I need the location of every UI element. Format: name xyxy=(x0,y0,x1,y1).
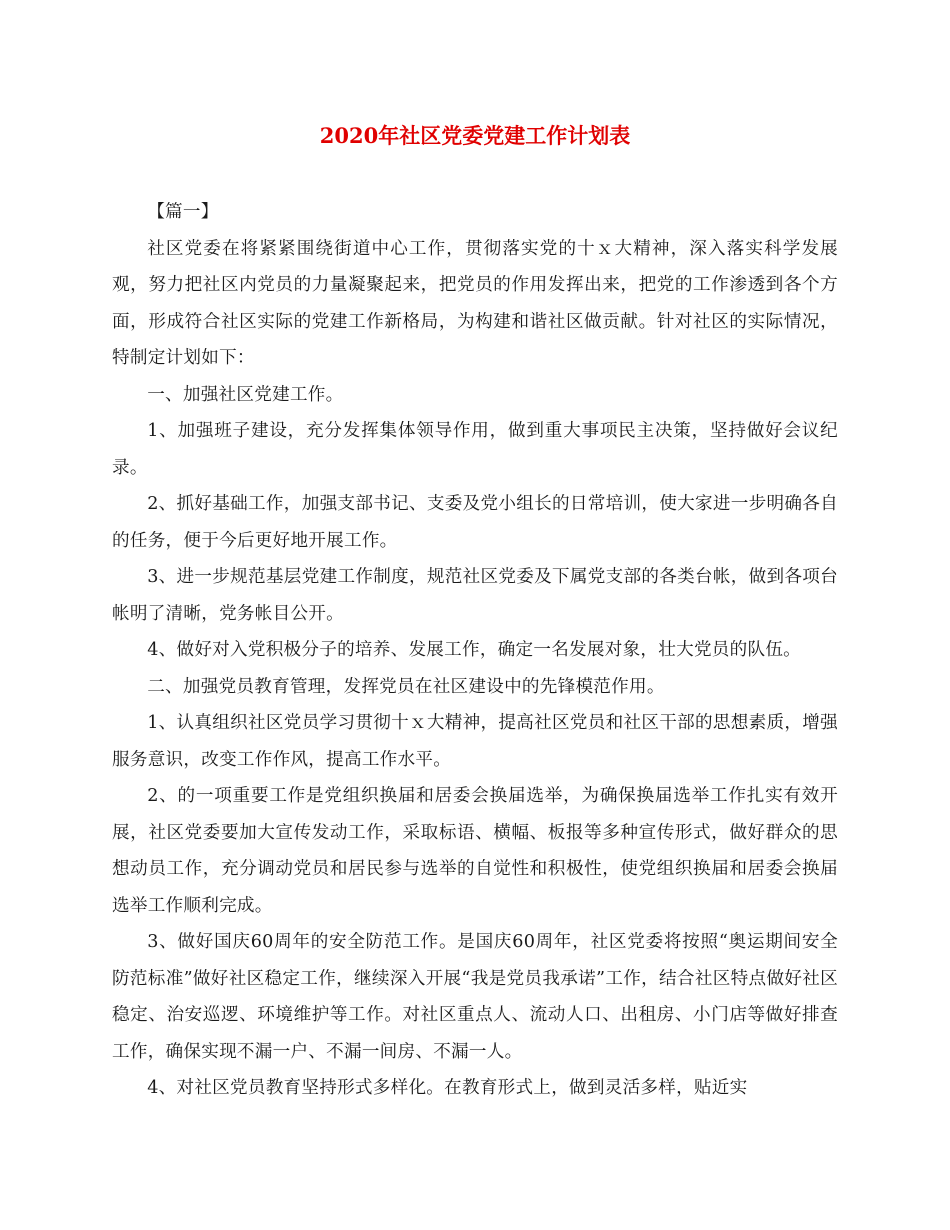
document-title: 2020年社区党委党建工作计划表 xyxy=(319,123,631,148)
document-body xyxy=(112,194,838,1107)
paragraph: 1、加强班子建设，充分发挥集体领导作用，做到重大事项民主决策，坚持做好会议纪录。 xyxy=(112,421,838,478)
paragraph-heading: 【篇一】 xyxy=(147,202,219,222)
paragraph: 3、进一步规范基层党建工作制度，规范社区党委及下属党支部的各类台帐，做到各项台帐明了清晰，党务帐目公开。 xyxy=(112,567,838,624)
section-heading: 二、加强党员教育管理，发挥党员在社区建设中的先锋模范作用。 xyxy=(147,676,665,697)
paragraph: 3、做好国庆60周年的安全防范工作。是国庆60周年，社区党委将按照“奥运期间安全防范标准”做好社区稳定工作，继续深入开展“我是党员我承诺”工作，结合社区特点做好社区稳定、治安巡逻、环境维护等工作。对社区重点人、流动人口、出租房、小门店等做好排查工作，确保实现不漏一户、不漏一间房、不漏一人。 xyxy=(112,932,838,1062)
paragraph: 4、做好对入党积极分子的培养、发展工作，确定一名发展对象，壮大党员的队伍。 xyxy=(147,640,802,660)
section-heading: 一、加强社区党建工作。 xyxy=(147,384,344,405)
paragraph: 2、抓好基础工作，加强支部书记、支委及党小组长的日常培训，使大家进一步明确各自的任务，便于今后更好地开展工作。 xyxy=(112,494,838,551)
paragraph: 2、的一项重要工作是党组织换届和居委会换届选举，为确保换届选举工作扎实有效开展，社区党委要加大宣传发动工作，采取标语、横幅、板报等多种宣传形式，做好群众的思想动员工作，充分调动党员和居民参与选举的自觉性和积极性，使党组织换届和居委会换届选举工作顺利完成。 xyxy=(112,786,838,916)
paragraph: 4、对社区党员教育坚持形式多样化。在教育形式上，做到灵活多样，贴近实 xyxy=(147,1078,748,1098)
paragraph: 社区党委在将紧紧围绕街道中心工作，贯彻落实党的十ｘ大精神，深入落实科学发展观，努力把社区内党员的力量凝聚起来，把党员的作用发挥出来，把党的工作渗透到各个方面，形成符合社区实际的党建工作新格局，为构建和谐社区做贡献。针对社区的实际情况，特制定计划如下： xyxy=(112,238,838,368)
paragraph: 1、认真组织社区党员学习贯彻十ｘ大精神，提高社区党员和社区干部的思想素质，增强服务意识，改变工作作风，提高工作水平。 xyxy=(112,713,838,770)
